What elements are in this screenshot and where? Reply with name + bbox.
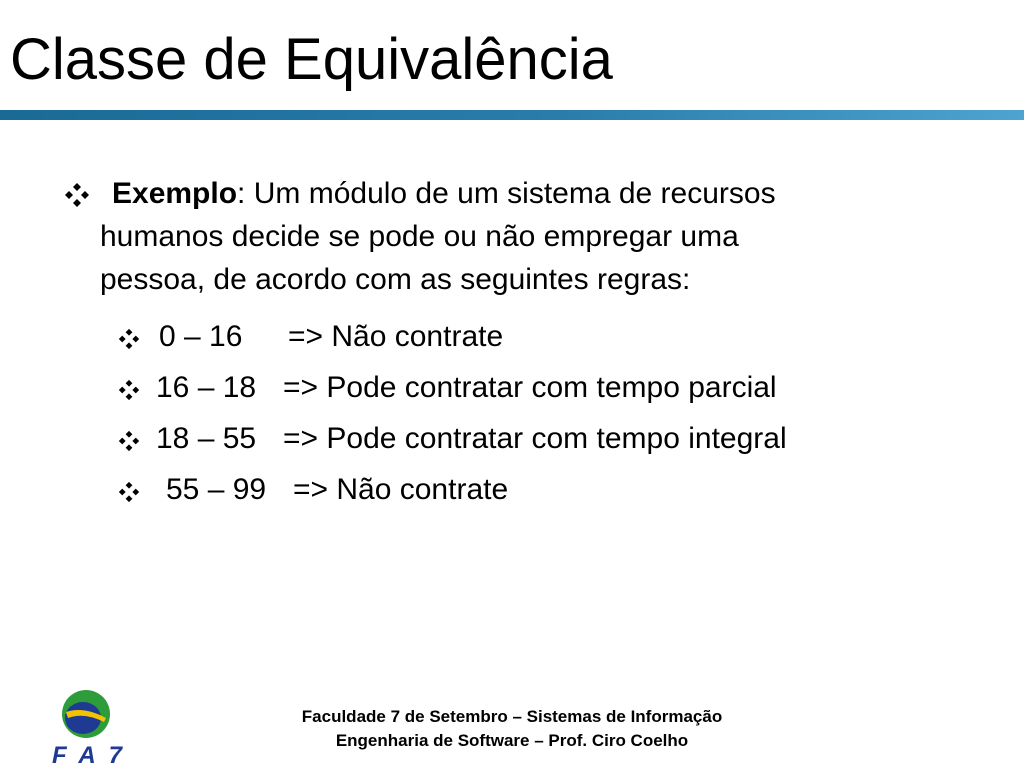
rule-range: 0 – 16 — [159, 320, 243, 353]
main-bullet-line-1-rest: : Um módulo de um sistema de recursos — [237, 177, 776, 210]
main-bullet-line-3: pessoa, de acordo com as seguintes regras: — [100, 263, 691, 296]
main-bullet-line-1 — [64, 172, 944, 215]
rule-range: 55 – 99 — [166, 473, 267, 506]
four-diamond-bullet-icon — [118, 469, 140, 511]
four-diamond-bullet-icon — [118, 316, 140, 358]
four-diamond-bullet-icon — [118, 418, 140, 460]
four-diamond-bullet-icon — [118, 367, 140, 409]
footer-line-2: Engenharia de Software – Prof. Ciro Coelho — [335, 731, 689, 750]
rule-range: 18 – 55 — [156, 422, 257, 455]
main-bullet — [64, 172, 944, 301]
logo-text: FA7 — [52, 742, 122, 766]
main-bullet-line-2: humanos decide se pode ou não empregar uma — [100, 220, 739, 253]
slide-title: Classe de Equivalência — [10, 27, 613, 92]
rule-action: => Não contrate — [293, 473, 509, 506]
example-label: Exemplo — [112, 177, 238, 210]
rule-action: => Não contrate — [288, 320, 504, 353]
rule-item — [118, 469, 978, 520]
rule-range: 16 – 18 — [156, 371, 257, 404]
title-divider-bar — [0, 110, 1024, 120]
rule-action: => Pode contratar com tempo parcial — [283, 371, 777, 404]
footer — [262, 705, 762, 753]
footer-line-1: Faculdade 7 de Setembro – Sistemas de Informação — [301, 707, 723, 726]
rule-item — [118, 418, 978, 469]
rule-action: => Pode contratar com tempo integral — [283, 422, 787, 455]
rule-item — [118, 367, 978, 418]
fa7-logo-icon — [50, 686, 130, 766]
rules-list — [118, 316, 978, 520]
rule-item — [118, 316, 978, 367]
four-diamond-bullet-icon — [64, 172, 94, 215]
